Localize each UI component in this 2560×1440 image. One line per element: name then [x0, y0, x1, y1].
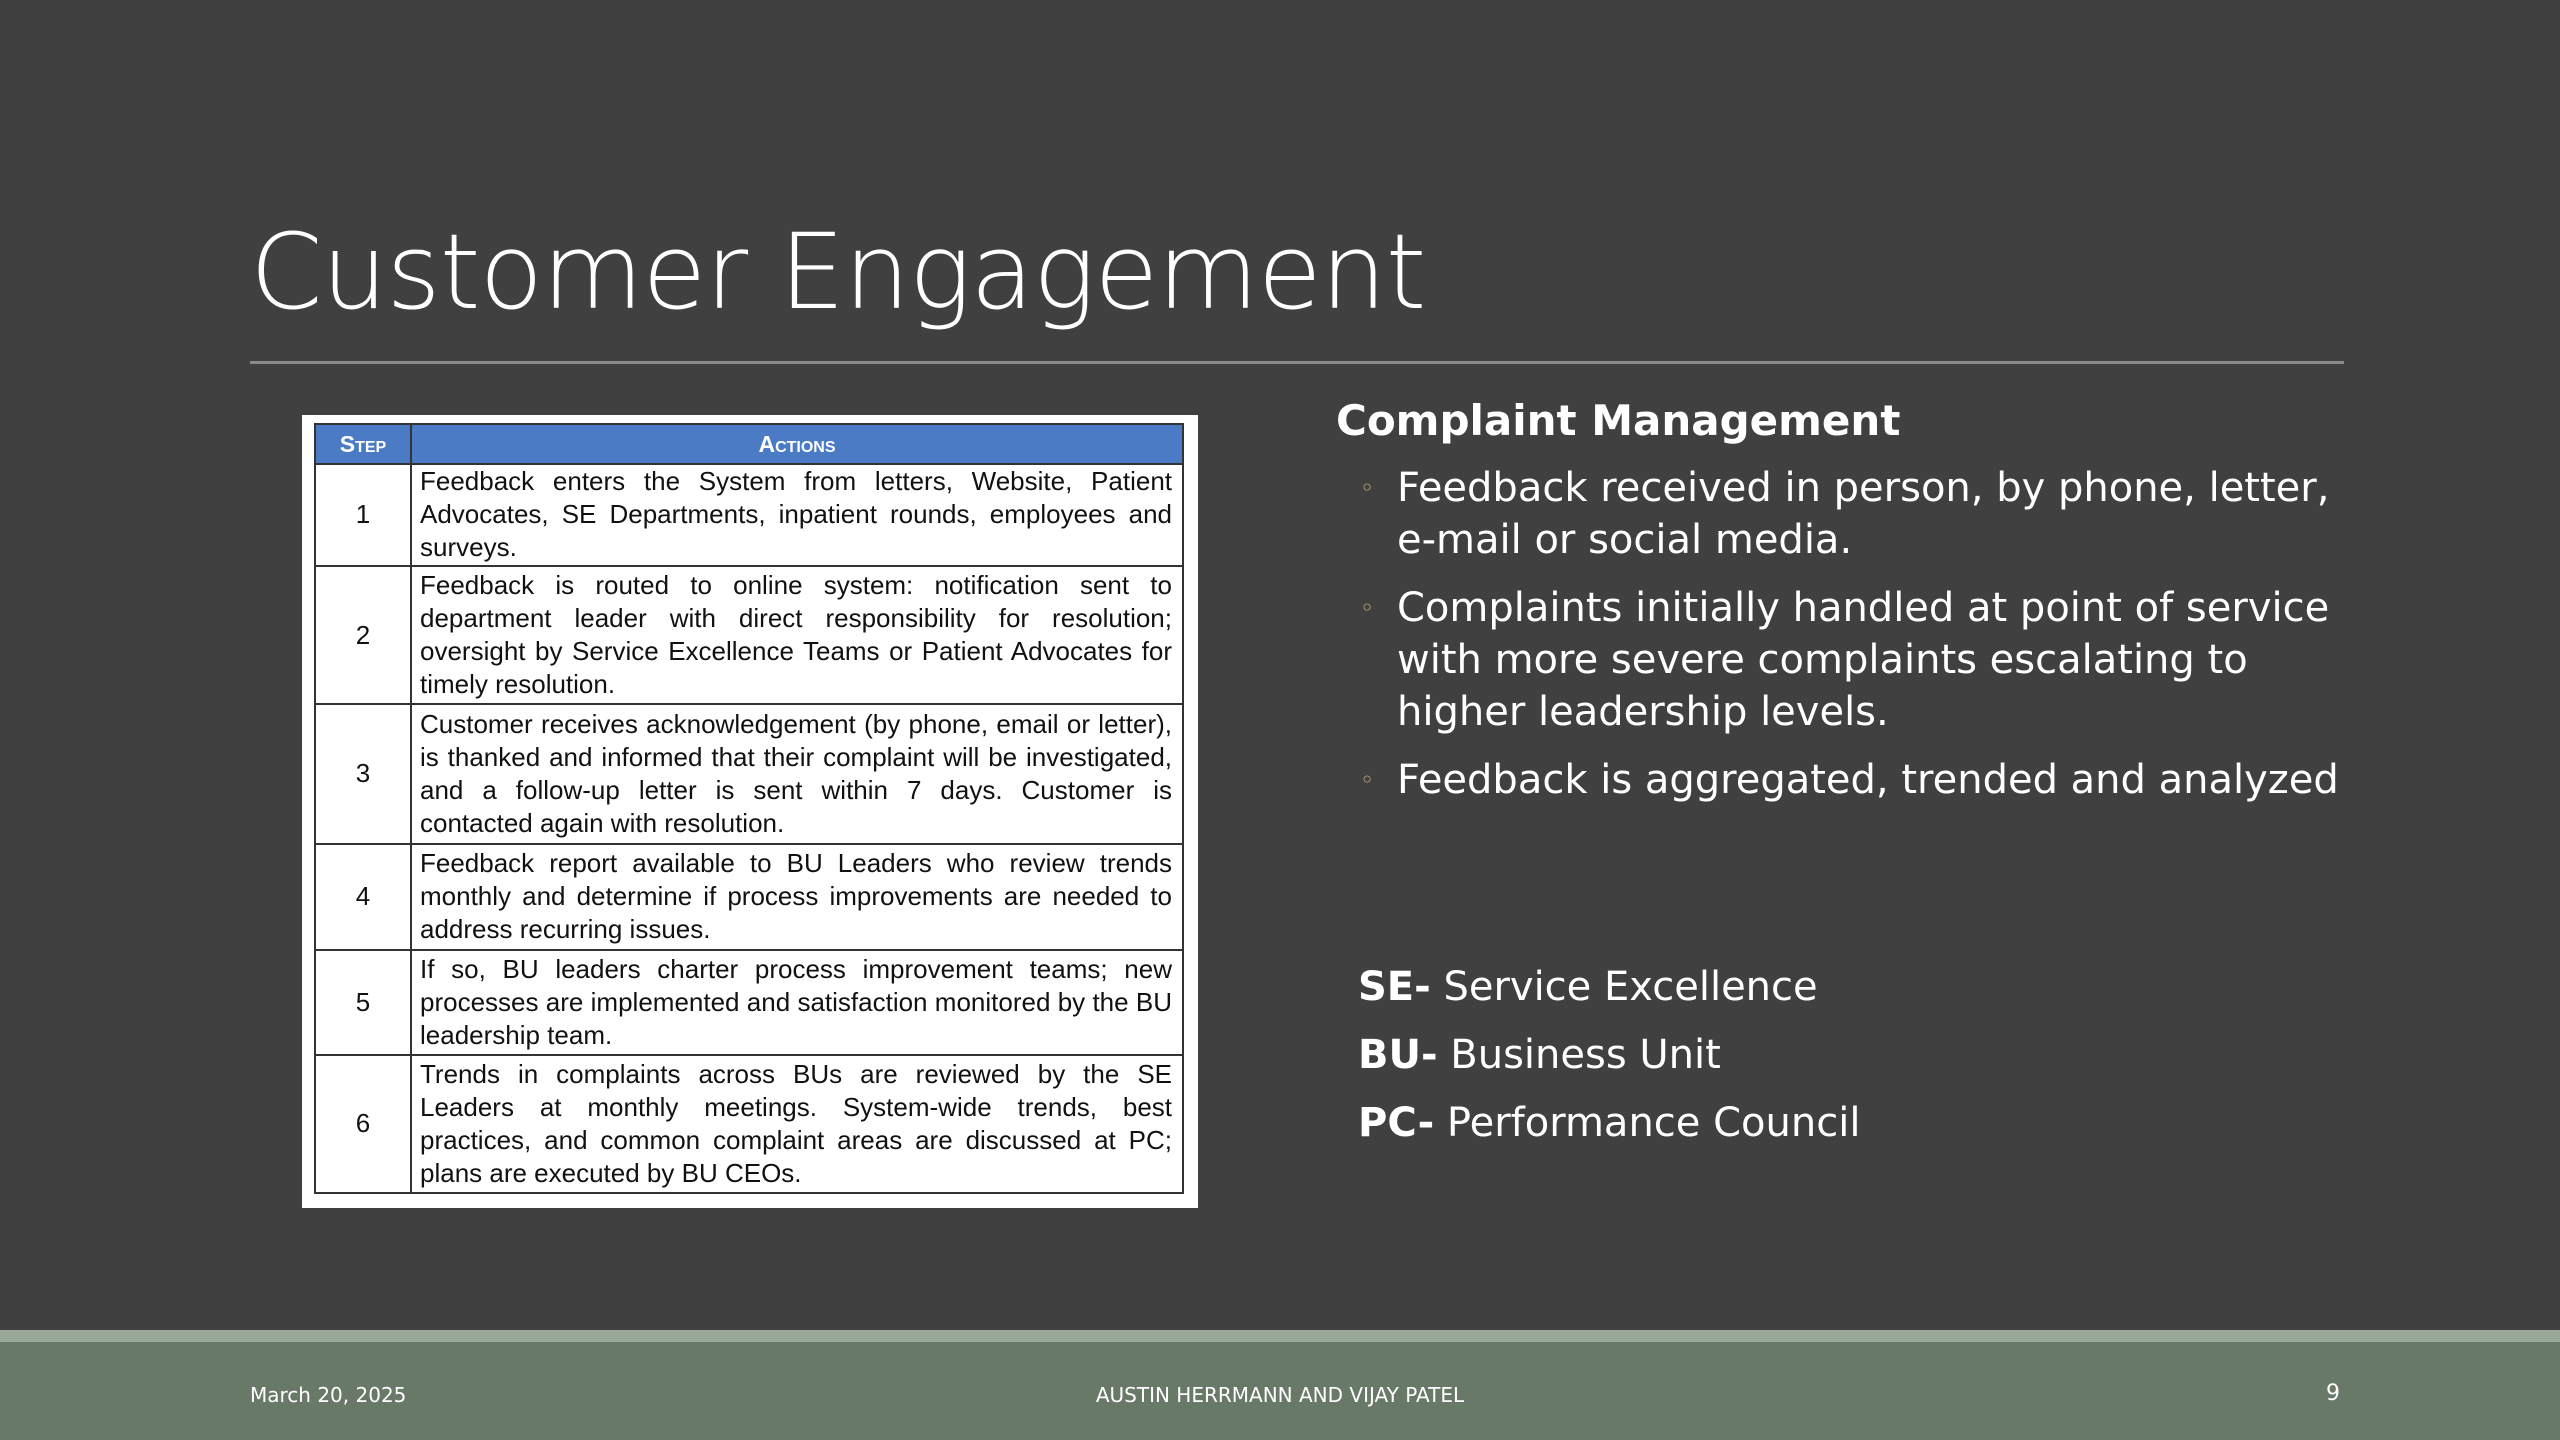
- abbreviation-row: [1358, 1021, 1860, 1089]
- table-row: [315, 566, 1183, 704]
- step-action: Customer receives acknowledgement (by phone, email or letter), is thanked and informed that their complaint will be investigated, and a follow-up letter is sent within 7 days. Customer is contacted again with resolution.: [411, 704, 1183, 843]
- footer-stripe: [0, 1330, 2560, 1342]
- steps-table-image: [302, 415, 1198, 1208]
- table-row: [315, 950, 1183, 1055]
- bullet-icon: ◦: [1360, 766, 1375, 794]
- footer-authors: AUSTIN HERRMANN AND VIJAY PATEL: [1095, 1383, 1465, 1407]
- abbreviation-value: Service Excellence: [1430, 964, 1818, 1010]
- bullet-list: [1352, 462, 2362, 822]
- step-number: 1: [315, 464, 411, 566]
- abbreviation-value: Business Unit: [1437, 1032, 1721, 1078]
- steps-table: [314, 423, 1184, 1194]
- step-number: 5: [315, 950, 411, 1055]
- step-number: 6: [315, 1055, 411, 1193]
- abbreviation-value: Performance Council: [1434, 1100, 1861, 1146]
- slide-title: Customer Engagement: [250, 211, 1426, 333]
- bullet-icon: ◦: [1360, 594, 1375, 622]
- complaint-management-heading: Complaint Management: [1336, 396, 1901, 445]
- step-number: 3: [315, 704, 411, 843]
- step-action: Feedback enters the System from letters, Website, Patient Advocates, SE Departments, inpatient rounds, employees and surveys.: [411, 464, 1183, 566]
- table-row: [315, 844, 1183, 950]
- step-action: Feedback report available to BU Leaders who review trends monthly and determine if process improvements are needed to address recurring issues.: [411, 844, 1183, 950]
- abbreviation-legend: [1358, 953, 1860, 1157]
- step-number: 2: [315, 566, 411, 704]
- bullet-text: Complaints initially handled at point of service with more severe complaints escalating to higher leadership levels.: [1397, 585, 2330, 735]
- abbreviation-key: BU-: [1358, 1032, 1438, 1078]
- step-action: Trends in complaints across BUs are reviewed by the SE Leaders at monthly meetings. System-wide trends, best practices, and common complaint areas are discussed at PC; plans are executed by BU CEOs.: [411, 1055, 1183, 1193]
- column-header-actions: Actions: [411, 424, 1183, 464]
- list-item: [1352, 582, 2362, 738]
- bullet-text: Feedback received in person, by phone, letter, e-mail or social media.: [1397, 465, 2330, 563]
- step-action: If so, BU leaders charter process improvement teams; new processes are implemented and satisfaction monitored by the BU leadership team.: [411, 950, 1183, 1055]
- step-action: Feedback is routed to online system: notification sent to department leader with direct responsibility for resolution; oversight by Service Excellence Teams or Patient Advocates for timely resolution.: [411, 566, 1183, 704]
- column-header-step: Step: [315, 424, 411, 464]
- table-row: [315, 464, 1183, 566]
- table-row: [315, 704, 1183, 843]
- step-number: 4: [315, 844, 411, 950]
- page-number: 9: [2326, 1381, 2340, 1406]
- abbreviation-key: PC-: [1358, 1100, 1435, 1146]
- title-divider: [250, 361, 2344, 364]
- table-row: [315, 1055, 1183, 1193]
- abbreviation-row: [1358, 1089, 1860, 1157]
- footer-date: March 20, 2025: [250, 1383, 407, 1407]
- abbreviation-row: [1358, 953, 1860, 1021]
- list-item: [1352, 462, 2362, 566]
- bullet-icon: ◦: [1360, 474, 1375, 502]
- list-item: [1352, 754, 2362, 806]
- table-header-row: [315, 424, 1183, 464]
- abbreviation-key: SE-: [1358, 964, 1431, 1010]
- bullet-text: Feedback is aggregated, trended and analyzed: [1397, 757, 2339, 803]
